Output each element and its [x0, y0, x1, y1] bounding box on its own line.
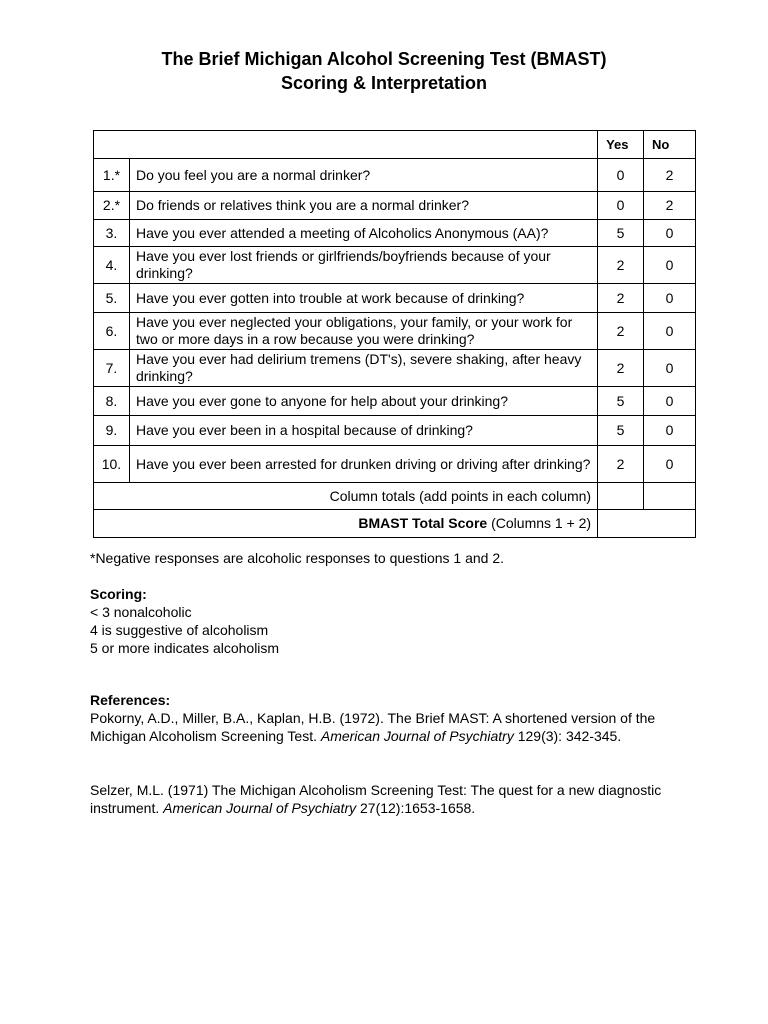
references-section: [90, 691, 690, 745]
yes-points: 2: [598, 284, 644, 313]
reference-1: [90, 709, 690, 745]
reference-2: [90, 781, 690, 817]
question-text: Have you ever gone to anyone for help about your drinking?: [129, 387, 597, 416]
table-row: [94, 192, 696, 220]
question-number: 1.*: [94, 159, 130, 192]
yes-points: 2: [598, 313, 644, 350]
table-row: [94, 350, 696, 387]
yes-points: 2: [598, 350, 644, 387]
total-score-cell: [598, 510, 696, 538]
column-totals-row: [94, 483, 696, 510]
table-row: [94, 416, 696, 446]
yes-points: 2: [598, 247, 644, 284]
yes-total-cell: [598, 483, 644, 510]
reference-1-text: Pokorny, A.D., Miller, B.A., Kaplan, H.B. (1972). The Brief MAST: A shortened version of the Michigan Alcoholism Screening Test.: [90, 710, 656, 744]
document-title: The Brief Michigan Alcohol Screening Test (BMAST): [161, 49, 607, 69]
question-text: Have you ever been in a hospital because of drinking?: [129, 416, 597, 446]
no-points: 2: [644, 192, 696, 220]
question-text: Have you ever neglected your obligations, your family, or your work for two or more days in a row because you were drinking?: [129, 313, 597, 350]
no-points: 2: [644, 159, 696, 192]
no-points: 0: [644, 247, 696, 284]
scoring-line: < 3 nonalcoholic: [90, 604, 192, 620]
total-score-row: [94, 510, 696, 538]
reference-2-journal: American Journal of Psychiatry: [163, 800, 357, 816]
table-row: [94, 284, 696, 313]
question-number: 2.*: [94, 192, 130, 220]
question-text: Have you ever had delirium tremens (DT's), severe shaking, after heavy drinking?: [129, 350, 597, 387]
total-score-label-bold: BMAST Total Score: [358, 515, 488, 531]
scoring-line: 4 is suggestive of alcoholism: [90, 622, 269, 638]
negative-response-note: *Negative responses are alcoholic responses to questions 1 and 2.: [90, 550, 505, 566]
no-points: 0: [644, 284, 696, 313]
yes-points: 5: [598, 220, 644, 247]
yes-column-header: Yes: [598, 131, 644, 159]
question-number: 8.: [94, 387, 130, 416]
scoring-section: [90, 585, 690, 657]
reference-1-journal: American Journal of Psychiatry: [320, 728, 514, 744]
yes-points: 2: [598, 446, 644, 483]
no-column-header: No: [644, 131, 696, 159]
no-points: 0: [644, 220, 696, 247]
column-totals-label: Column totals (add points in each column): [94, 483, 598, 510]
yes-points: 0: [598, 159, 644, 192]
yes-points: 5: [598, 416, 644, 446]
question-text: Have you ever lost friends or girlfriends/boyfriends because of your drinking?: [129, 247, 597, 284]
no-points: 0: [644, 387, 696, 416]
references-heading: References:: [90, 692, 171, 708]
table-row: [94, 220, 696, 247]
table-row: [94, 159, 696, 192]
scoring-heading: Scoring:: [90, 586, 147, 602]
no-points: 0: [644, 446, 696, 483]
no-points: 0: [644, 350, 696, 387]
table-row: [94, 247, 696, 284]
question-text: Have you ever been arrested for drunken driving or driving after drinking?: [129, 446, 597, 483]
question-number: 5.: [94, 284, 130, 313]
no-points: 0: [644, 416, 696, 446]
yes-points: 0: [598, 192, 644, 220]
header-blank-cell: [94, 131, 598, 159]
question-number: 7.: [94, 350, 130, 387]
question-number: 6.: [94, 313, 130, 350]
reference-1-tail: 129(3): 342-345.: [513, 728, 622, 744]
question-number: 4.: [94, 247, 130, 284]
table-row: [94, 387, 696, 416]
table-row: [94, 313, 696, 350]
question-number: 9.: [94, 416, 130, 446]
total-score-label: [94, 510, 598, 538]
reference-2-text: Selzer, M.L. (1971) The Michigan Alcoholism Screening Test: The quest for a new diagnostic instrument.: [90, 782, 662, 816]
question-text: Have you ever gotten into trouble at work because of drinking?: [129, 284, 597, 313]
question-text: Do friends or relatives think you are a normal drinker?: [129, 192, 597, 220]
document-subtitle: Scoring & Interpretation: [280, 73, 487, 93]
question-text: Have you ever attended a meeting of Alcoholics Anonymous (AA)?: [129, 220, 597, 247]
yes-points: 5: [598, 387, 644, 416]
question-number: 10.: [94, 446, 130, 483]
no-total-cell: [644, 483, 696, 510]
reference-2-tail: 27(12):1653-1658.: [356, 800, 476, 816]
bmast-table: [93, 130, 696, 538]
scoring-line: 5 or more indicates alcoholism: [90, 640, 280, 656]
table-header-row: [94, 131, 696, 159]
table-row: [94, 446, 696, 483]
no-points: 0: [644, 313, 696, 350]
question-number: 3.: [94, 220, 130, 247]
question-text: Do you feel you are a normal drinker?: [129, 159, 597, 192]
total-score-label-rest: (Columns 1 + 2): [487, 515, 592, 531]
